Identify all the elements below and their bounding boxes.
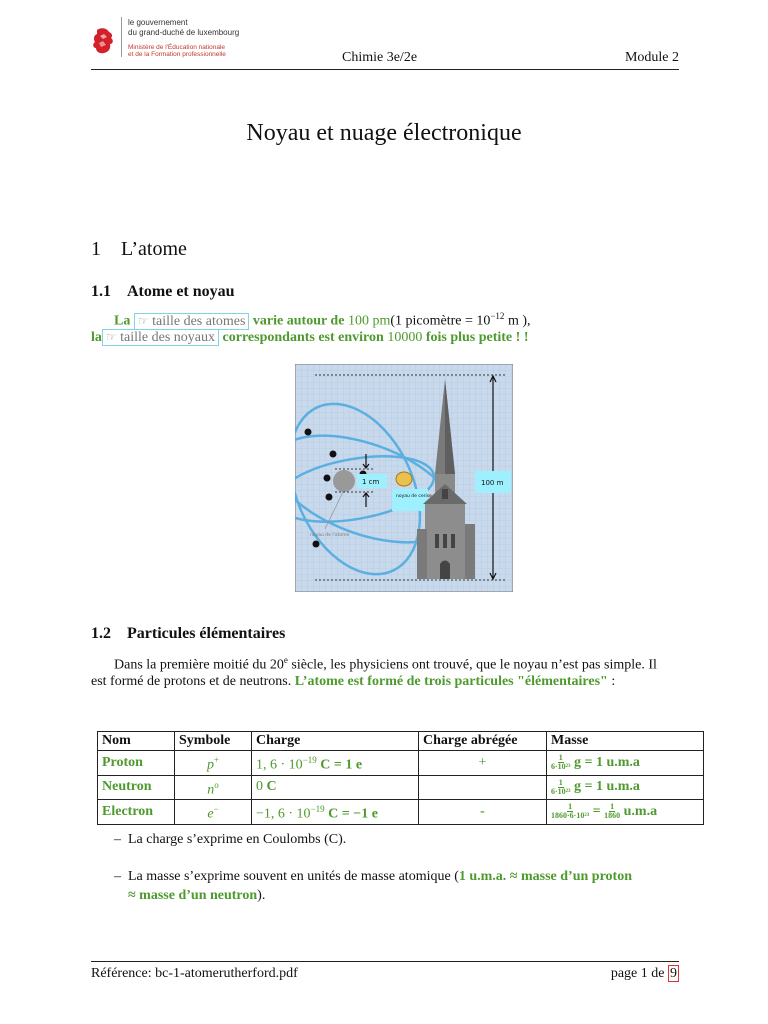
col-charge-abregee: Charge abrégée	[419, 732, 547, 751]
cell-abbrev	[419, 775, 547, 800]
cell-mass: $\frac{1}{\text{6·10²³}}$ g = 1 u.m.a	[547, 751, 704, 776]
header-course: Chimie 3e/2e	[342, 50, 418, 65]
subsection-title: Particules élémentaires	[127, 625, 286, 642]
label-1cm: 1 cm	[362, 478, 380, 486]
dash-marker: –	[114, 869, 128, 884]
section-1-heading	[91, 238, 187, 261]
label-100m: 100 m	[481, 479, 504, 487]
table-header-row	[98, 732, 704, 751]
para-text1b: siècle, les physiciens ont trouvé, que le noyau n’est pas simple. Il	[287, 657, 657, 673]
gov-name-line2: du grand-duché de luxembourg	[128, 28, 240, 37]
subsection-1-2-heading	[91, 625, 285, 643]
text-varie: varie autour de	[252, 313, 345, 329]
total-pages-link[interactable]: 9	[670, 966, 677, 981]
ratio-value: 10000	[387, 330, 423, 345]
bullet-charge	[114, 832, 346, 848]
footer-page-number	[611, 966, 679, 982]
col-charge: Charge	[252, 732, 419, 751]
pointing-hand-icon: ☞	[105, 330, 117, 344]
para-text2c: :	[607, 674, 616, 689]
table-row	[98, 751, 704, 776]
text-la2: la	[91, 330, 102, 345]
label-noyau-atome: noyau de l'atome	[310, 533, 350, 538]
cell-name: Neutron	[98, 775, 175, 800]
cell-symbol: $n^o$	[175, 775, 252, 800]
cell-charge: −1, $6 \cdot 10^{-19}$ C = −1 e	[252, 800, 419, 825]
subsection-number: 1.1	[91, 283, 111, 300]
para-text2b: L’atome est formé de trois particules "élémentaires"	[294, 674, 608, 689]
nucleus-size-link-label: taille des noyaux	[120, 330, 216, 345]
bullet-mass-line2	[128, 888, 265, 904]
para-text1: Dans la première moitié du 20	[114, 657, 284, 673]
ministry-line1: Ministère de l'Éducation nationale	[128, 44, 225, 51]
cell-mass: $\frac{1}{\text{1860·6·10²³}}$ = $\frac{1}{1860}$ u.m.a	[547, 800, 704, 825]
table-row	[98, 775, 704, 800]
cell-symbol: e−	[175, 800, 252, 825]
cell-mass: $\frac{1}{\text{6·10²³}}$ g = 1 u.m.a	[547, 775, 704, 800]
footer-reference: Référence: bc-1-atomerutherford.pdf	[91, 966, 298, 981]
col-nom: Nom	[98, 732, 175, 751]
label-noyau-cerise: noyau de cerise	[396, 494, 432, 499]
subsection-1-1-heading	[91, 283, 235, 301]
bullet-mass-text3: ≈ masse d’un neutron	[128, 888, 258, 903]
section-title: L’atome	[121, 238, 187, 260]
bullet-mass-text1: La masse s’exprime souvent en unités de masse atomique (	[128, 869, 459, 884]
particles-para-line1	[114, 655, 657, 674]
bullet-mass	[114, 869, 724, 885]
cell-charge: 0 C	[252, 775, 419, 800]
header-module: Module 2	[624, 50, 679, 65]
gov-name-line1: le gouvernement	[128, 18, 188, 27]
para-sup: e	[283, 655, 288, 665]
atom-size-link[interactable]	[134, 313, 250, 330]
bullet-mass-text4: ).	[257, 888, 266, 903]
cell-abbrev: +	[419, 751, 547, 776]
page-prefix: page 1 de	[610, 966, 668, 981]
page-title: Noyau et nuage électronique	[246, 120, 522, 146]
bullet-charge-text: La charge s’exprime en Coulombs (C).	[128, 832, 347, 847]
dash-marker: –	[114, 832, 128, 847]
subsection-number: 1.2	[91, 625, 111, 642]
picometre-close: m ),	[504, 313, 531, 329]
table-row	[98, 800, 704, 825]
cell-symbol: p+	[175, 751, 252, 776]
col-masse: Masse	[547, 732, 704, 751]
cell-abbrev: -	[419, 800, 547, 825]
picometre-exp: −12	[490, 311, 505, 321]
col-symbole: Symbole	[175, 732, 252, 751]
ministry-line2: et de la Formation professionnelle	[128, 51, 226, 58]
footer-rule	[91, 961, 679, 962]
cell-name: Proton	[98, 751, 175, 776]
para-text2a: est formé de protons et de neutrons.	[91, 674, 292, 689]
header-rule	[91, 69, 679, 70]
subsection-title: Atome et noyau	[127, 283, 235, 300]
bullet-mass-text2: 1 u.m.a. ≈ masse d’un proton	[458, 869, 632, 884]
text-fois: fois plus petite ! !	[425, 330, 529, 345]
nucleus-size-line	[91, 330, 528, 346]
text-correspondants: correspondants est environ	[222, 330, 384, 345]
section-number: 1	[91, 238, 101, 260]
logo-divider	[121, 17, 122, 57]
nucleus-size-link[interactable]	[102, 329, 219, 346]
atom-size-line	[114, 311, 531, 330]
cell-charge: 1, $6 \cdot 10^{-19}$ C = 1 e	[252, 751, 419, 776]
lion-emblem-icon	[91, 26, 117, 56]
atom-church-figure	[295, 364, 513, 592]
cell-name: Electron	[98, 800, 175, 825]
atom-size-value: 100 pm	[347, 313, 391, 329]
particles-table	[97, 731, 704, 825]
text-la: La	[114, 313, 131, 329]
particles-para-line2	[91, 674, 615, 690]
atom-size-link-label: taille des atomes	[152, 313, 246, 329]
picometre-def: (1 picomètre = 10	[390, 313, 491, 329]
pointing-hand-icon: ☞	[137, 313, 149, 328]
